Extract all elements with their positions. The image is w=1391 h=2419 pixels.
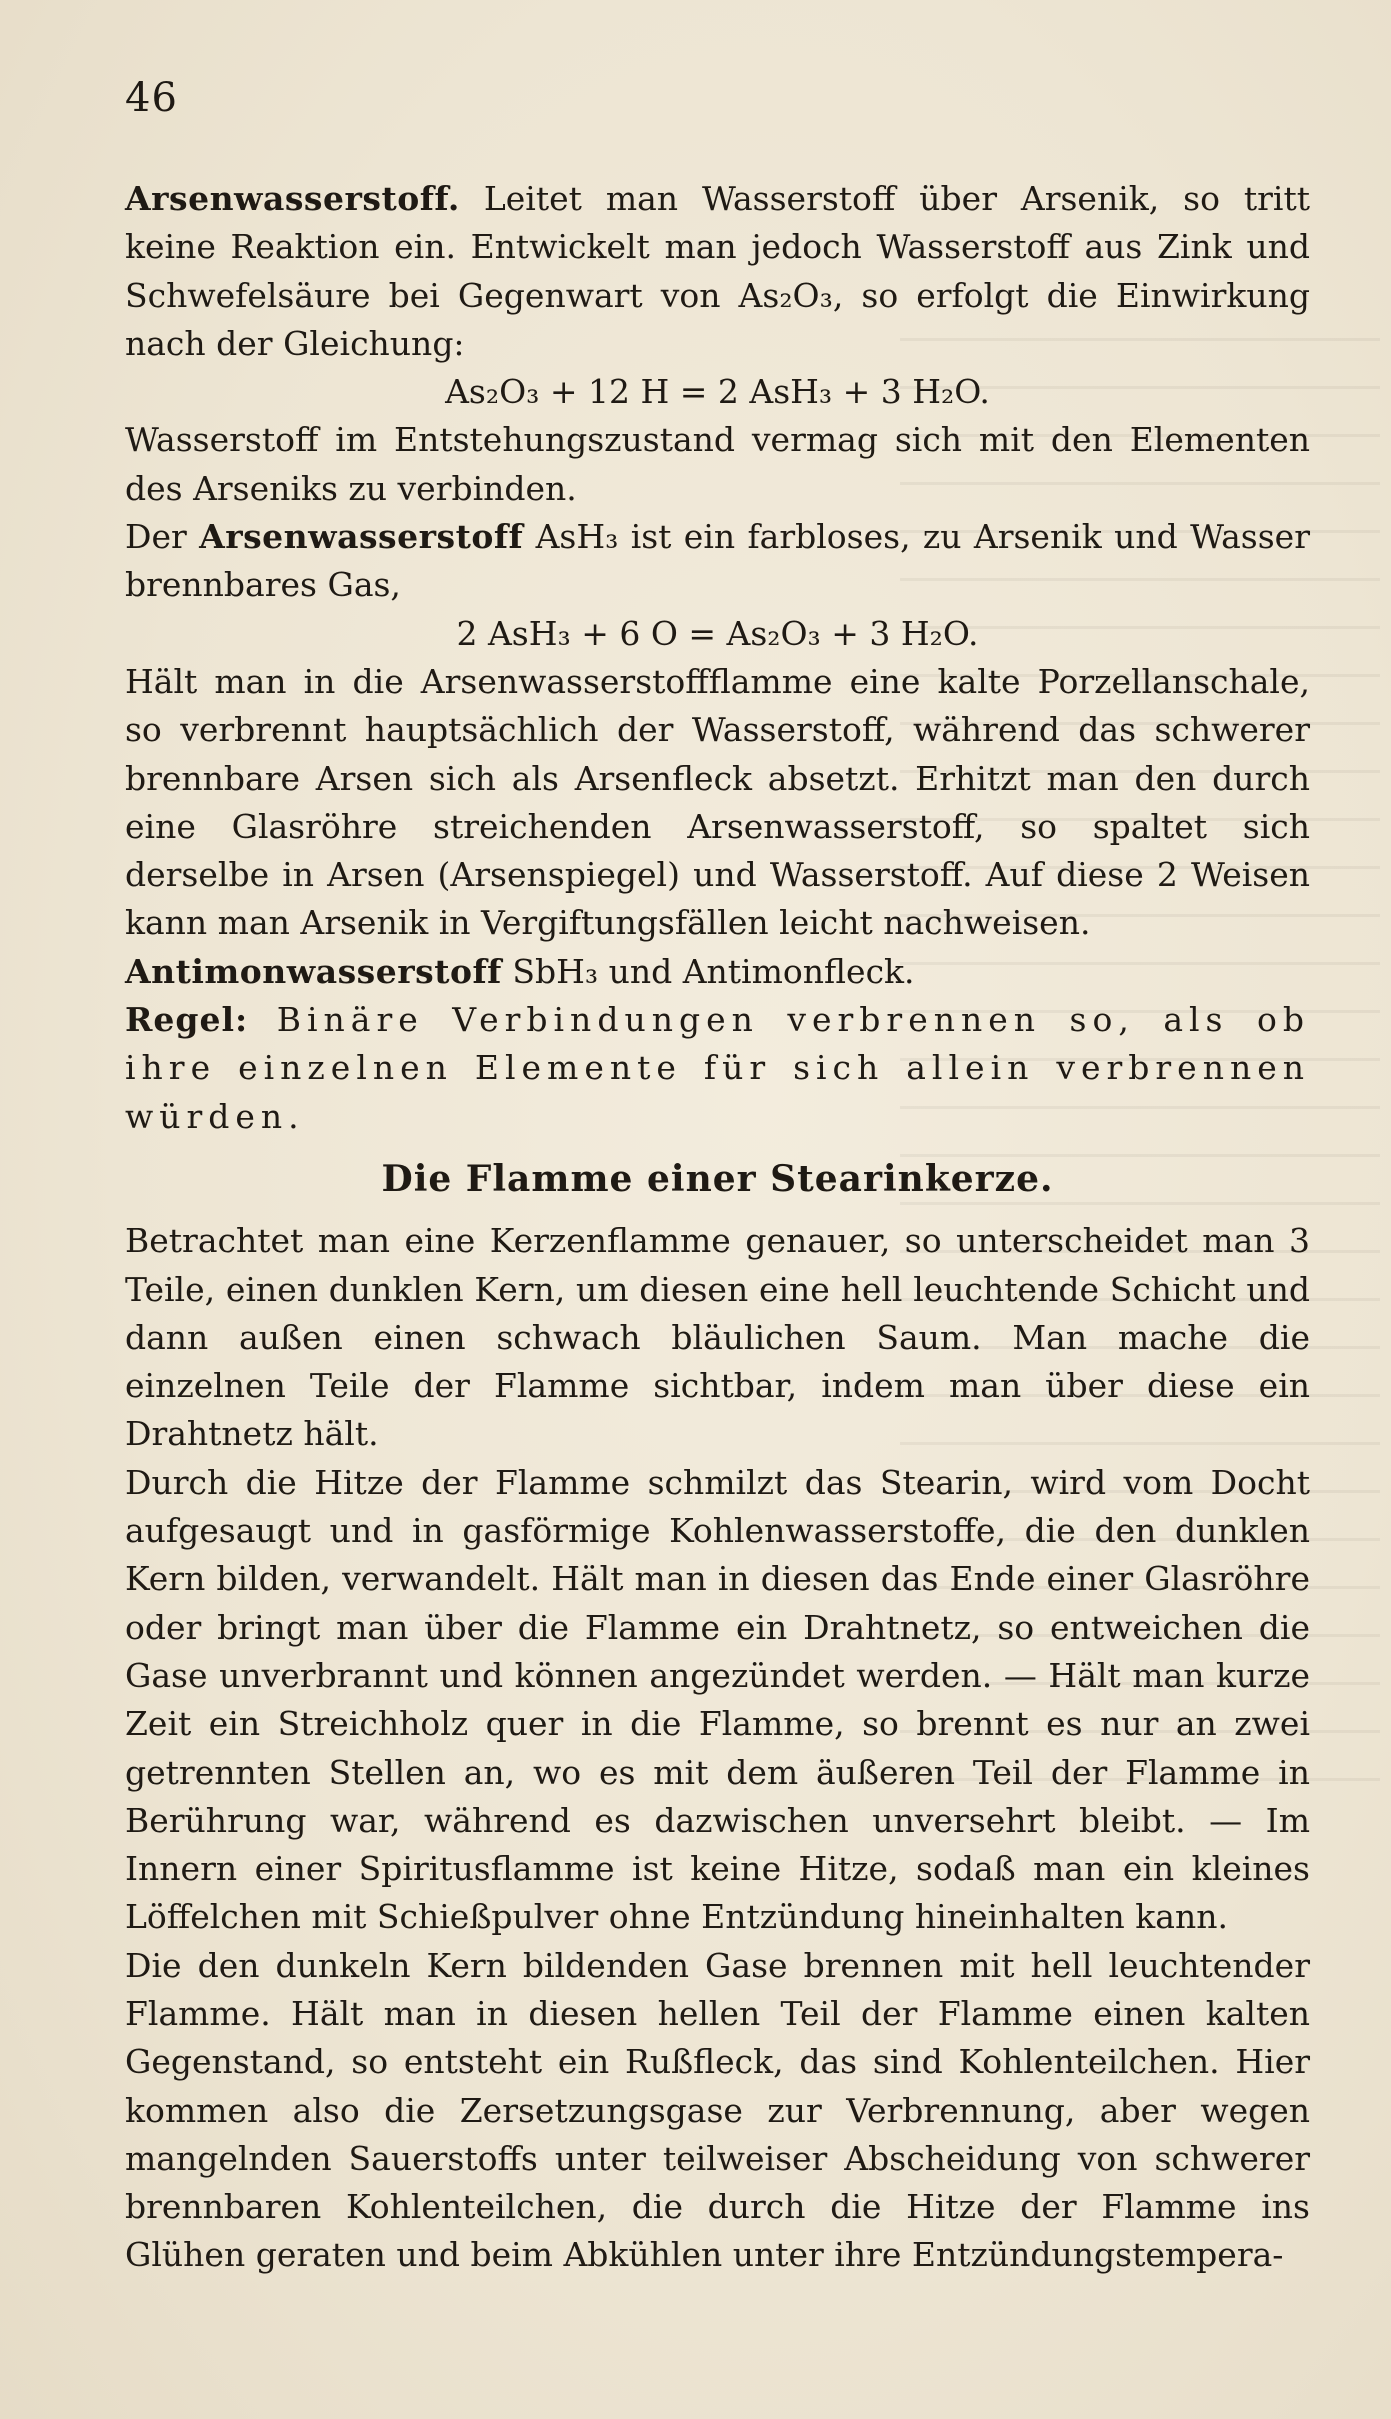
paragraph-arsenwasserstoff bbox=[125, 175, 1310, 368]
paragraph-kohlenteilchen: Die den dunkeln Kern bildenden Gase brennen mit hell leuchtender Flamme. Hält man in diesen hellen Teil der Flamme einen kalten Gegenstand, so entsteht ein Rußfleck, das sind Kohlenteilchen. Hier kommen also die Zersetzungsgase zur Verbrennung, aber wegen mangelnden Sauerstoffs unter teilweiser Abscheidung von schwerer brennbaren Kohlenteilchen, die durch die Hitze der Flamme ins Glühen geraten und beim Abkühlen unter ihre Entzündungstempera- bbox=[125, 1945, 1310, 2275]
paragraph-kerzenflamme: Betrachtet man eine Kerzenflamme genauer, so unterscheidet man 3 Teile, einen dunklen Kern, um diesen eine hell leuchtende Schicht und dann außen einen schwach bläulichen Saum. Man mache die einzelnen Teile der Flamme sichtbar, indem man über diese ein Drahtnetz hält. bbox=[125, 1221, 1310, 1454]
paragraph-text: AsH₃ ist ein farbloses, zu Arsenik und Wasser brennbares Gas, bbox=[125, 517, 1310, 605]
paragraph-arsenwasserstoff-gas bbox=[125, 513, 1310, 610]
paragraph-arsenfleck: Hält man in die Arsenwasserstoffflamme eine kalte Porzellanschale, so verbrennt hauptsächlich der Wasserstoff, während das schwerer brennbare Arsen sich als Arsenfleck absetzt. Erhitzt man den durch eine Glasröhre streichenden Arsenwasserstoff, so spaltet sich derselbe in Arsen (Arsenspiegel) und Wasserstoff. Auf diese 2 Weisen kann man Arsenik in Vergiftungsfällen leicht nachweisen. bbox=[125, 661, 1310, 943]
rule-text: Binäre Verbindungen verbrennen so, als ob ihre einzelnen Elemente für sich allein verbrennen würden. bbox=[125, 1000, 1310, 1136]
paragraph-entstehungszustand: Wasserstoff im Entstehungszustand vermag sich mit den Elementen des Arseniks zu verbinden. bbox=[125, 420, 1310, 508]
paragraph-text: Leitet man Wasserstoff über Arsenik, so tritt keine Reaktion ein. Entwickelt man jedoch Wasserstoff aus Zink und Schwefelsäure bei Gegenwart von As₂O₃, so erfolgt die Einwirkung nach der Gleichung: bbox=[125, 179, 1310, 363]
equation-2: 2 AsH₃ + 6 O = As₂O₃ + 3 H₂O. bbox=[456, 613, 979, 653]
paragraph-stearin: Durch die Hitze der Flamme schmilzt das Stearin, wird vom Docht aufgesaugt und in gasförmige Kohlenwasserstoffe, die den dunklen Kern bilden, verwandelt. Hält man in diesen das Ende einer Glasröhre oder bringt man über die Flamme ein Drahtnetz, so entweichen die Gase unverbrannt und können angezündet werden. — Hält man kurze Zeit ein Streichholz quer in die Flamme, so brennt es nur an zwei getrennten Stellen an, wo es mit dem äußeren Teil der Flamme in Berührung war, während es dazwischen unversehrt bleibt. — Im Innern einer Spiritusflamme ist keine Hitze, sodaß man ein kleines Löffelchen mit Schießpulver ohne Entzündung hineinhalten kann. bbox=[125, 1462, 1310, 1937]
term-regel: Regel: bbox=[125, 1000, 249, 1040]
page-body bbox=[125, 175, 1310, 2280]
term-arsenwasserstoff: Arsenwasserstoff. bbox=[125, 179, 460, 218]
page-number: 46 bbox=[125, 75, 178, 121]
paragraph-prefix: Der bbox=[125, 517, 187, 557]
paragraph-antimon bbox=[125, 948, 1310, 996]
rule-paragraph bbox=[125, 996, 1310, 1141]
equation-1: As₂O₃ + 12 H = 2 AsH₃ + 3 H₂O. bbox=[445, 372, 990, 412]
term-arsenwasserstoff-2: Arsenwasserstoff bbox=[199, 517, 524, 557]
paragraph-text: SbH₃ und Antimonfleck. bbox=[512, 951, 915, 991]
section-heading: Die Flamme einer Stearinkerze. bbox=[381, 1157, 1054, 1200]
term-antimonwasserstoff: Antimonwasserstoff bbox=[125, 951, 502, 991]
